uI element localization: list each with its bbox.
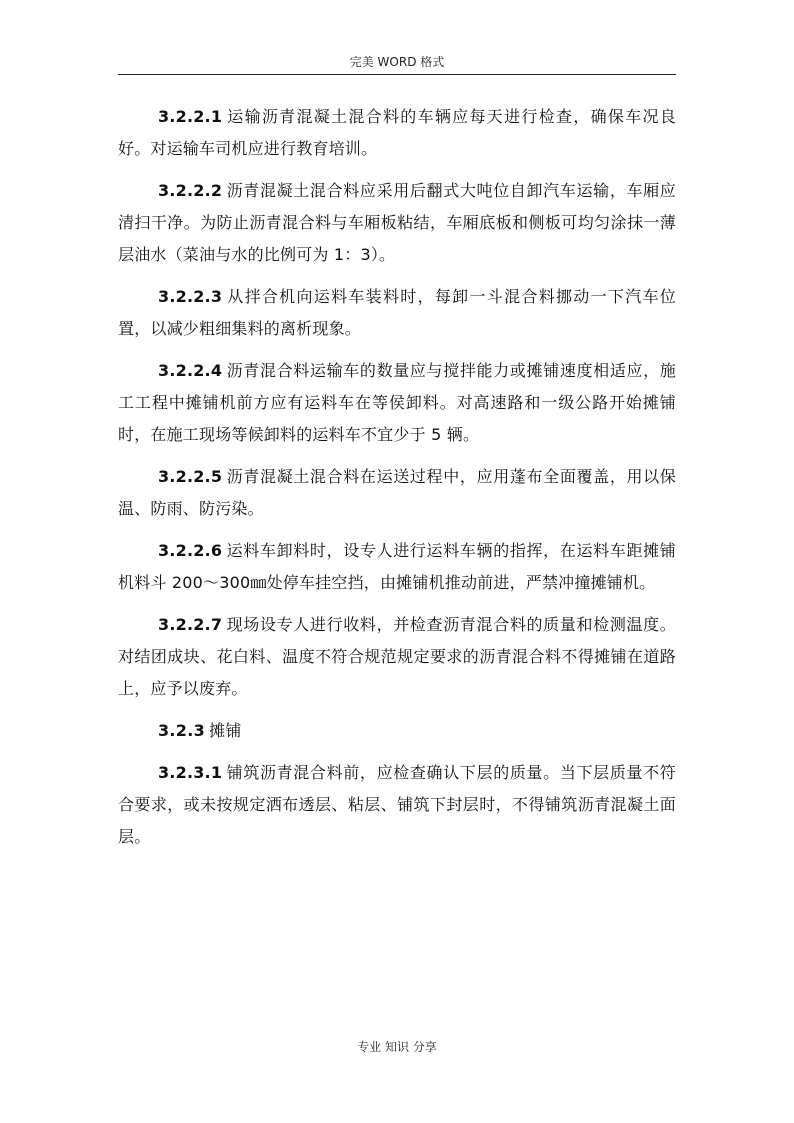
paragraph-3-2-2-3 [118,281,676,345]
paragraph-3-2-2-2 [118,175,676,271]
section-number: 3.2.2.7 [158,615,223,634]
paragraph-text: 沥青混合料运输车的数量应与搅拌能力或摊铺速度相适应，施工工程中摊铺机前方应有运料车在等侯卸料。对高速路和一级公路开始摊铺时，在施工现场等候卸料的运料车不宜少于 5 辆。 [118,361,676,444]
section-number: 3.2.3 [158,721,206,740]
section-number: 3.2.2.6 [158,541,223,560]
section-number: 3.2.2.4 [158,361,223,380]
section-heading-3-2-3 [118,715,676,747]
paragraph-text: 现场设专人进行收料，并检查沥青混合料的质量和检测温度。对结团成块、花白料、温度不符合规范规定要求的沥青混合料不得摊铺在道路上，应予以废弃。 [118,615,676,698]
paragraph-text: 沥青混凝土混合料在运送过程中，应用蓬布全面覆盖，用以保温、防雨、防污染。 [118,467,676,518]
section-number: 3.2.2.1 [158,107,223,126]
page-header [118,55,676,75]
paragraph-text: 铺筑沥青混合料前，应检查确认下层的质量。当下层质量不符合要求，或未按规定洒布透层、粘层、铺筑下封层时，不得铺筑沥青混凝土面层。 [118,763,676,846]
footer-text: 专业 知识 分享 [357,1040,437,1054]
page-footer [118,1040,676,1054]
paragraph-3-2-3-1 [118,757,676,853]
paragraph-3-2-2-5 [118,461,676,525]
paragraph-text: 运料车卸料时，设专人进行运料车辆的指挥，在运料车距摊铺机料斗 200～300㎜处停车挂空挡，由摊铺机推动前进，严禁冲撞摊铺机。 [118,541,676,592]
paragraph-text: 从拌合机向运料车装料时，每卸一斗混合料挪动一下汽车位置，以减少粗细集料的离析现象。 [118,287,676,338]
paragraph-text: 运输沥青混凝土混合料的车辆应每天进行检查，确保车况良好。对运输车司机应进行教育培训。 [118,107,676,158]
section-number: 3.2.2.3 [158,287,223,306]
paragraph-3-2-2-6 [118,535,676,599]
paragraph-3-2-2-4 [118,355,676,451]
document-body [118,101,676,853]
paragraph-3-2-2-7 [118,609,676,705]
paragraph-3-2-2-1 [118,101,676,165]
header-title: 完美 WORD 格式 [349,55,445,69]
section-number: 3.2.2.5 [158,467,223,486]
section-number: 3.2.3.1 [158,763,223,782]
section-heading-text: 摊铺 [209,721,242,740]
paragraph-text: 沥青混凝土混合料应采用后翻式大吨位自卸汽车运输，车厢应清扫干净。为防止沥青混合料与车厢板粘结，车厢底板和侧板可均匀涂抹一薄层油水（菜油与水的比例可为 1：3）。 [118,181,676,264]
section-number: 3.2.2.2 [158,181,223,200]
header-divider [118,74,676,75]
